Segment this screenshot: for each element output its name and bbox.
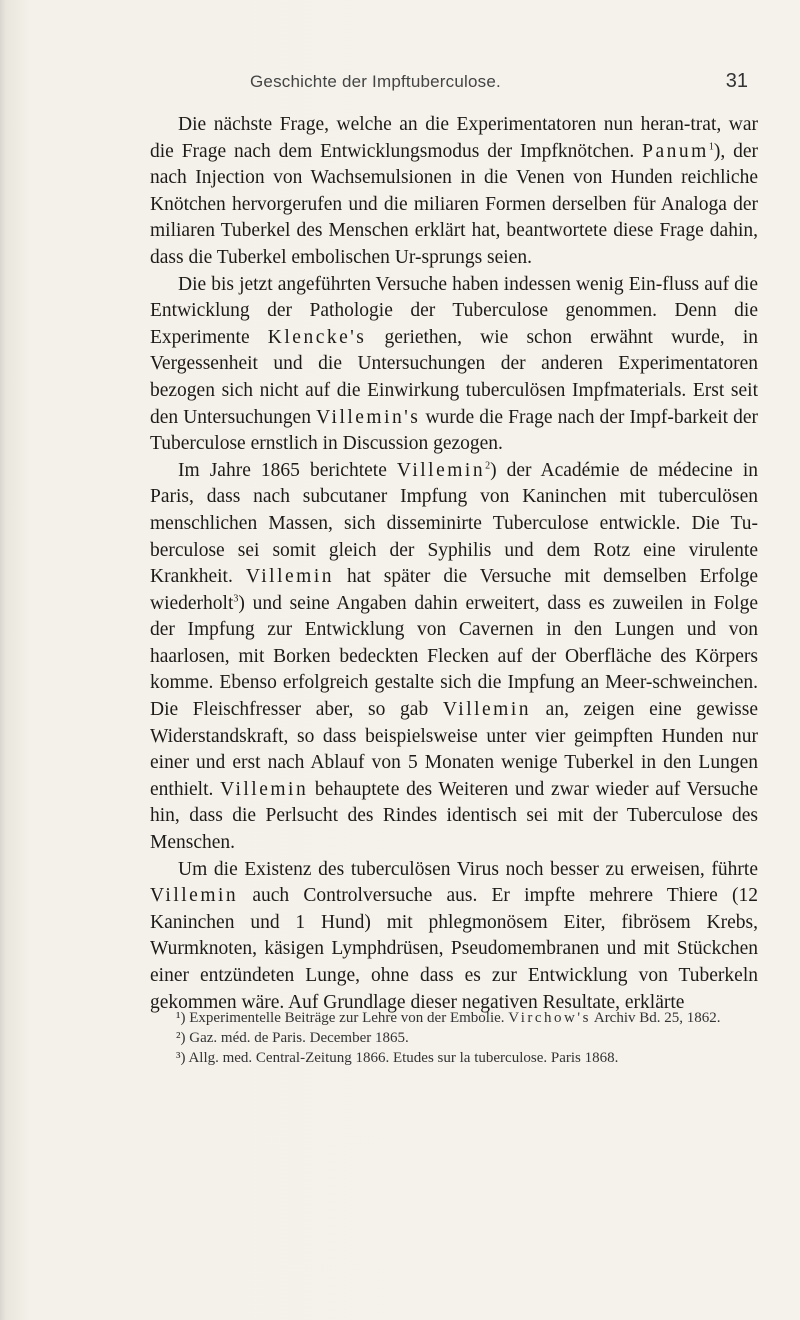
paragraph: Die nächste Frage, welche an die Experimentatoren nun heran-trat, war die Frage nach dem Entwicklungsmodus der Impfknötchen. Panum$^1$), der nach Injection von Wachsemulsionen in die Venen von Hunden reichliche Knötchen hervorgerufen und die miliaren Formen derselben für Analoga der miliaren Tuberkel des Menschen erklärt hat, beantwortete diese Frage dahin, dass die Tuberkel embolischen Ur-sprungs seien. (150, 114, 758, 268)
author-name: Villemin (245, 566, 334, 588)
footnote-ref: 3 (233, 593, 239, 605)
footnote: ³) Allg. med. Central-Zeitung 1866. Etudes sur la tuberculose. Paris 1868. (176, 1050, 619, 1066)
running-title: Geschichte der Impftuberculose. (250, 72, 501, 91)
footnote: ²) Gaz. méd. de Paris. December 1865. (176, 1030, 409, 1046)
footnotes (150, 1008, 758, 1068)
author-name: Villemin (150, 885, 239, 907)
footnote-ref: 1 (708, 141, 714, 153)
author-name: Villemin (442, 699, 532, 721)
author-name: Villemin (396, 459, 486, 481)
author-name: Villemin's (316, 406, 421, 428)
paragraph: Die bis jetzt angeführten Versuche haben indessen wenig Ein-fluss auf die Entwicklung der Pathologie der Tuberculose genommen. Denn die Experimente Klencke's geriethen, wie schon erwähnt wurde, in Vergessenheit und die Untersuchungen der anderen Experimentatoren bezogen sich nicht auf die Einwirkung tuberculösen Impfmaterials. Erst seit den Untersuchungen Villemin's wurde die Frage nach der Impf-barkeit der Tuberculose ernstlich in Discussion gezogen. (150, 273, 759, 455)
footnote: ¹) Experimentelle Beiträge zur Lehre von der Embolie. Virchow's Archiv Bd. 25, 1862. (176, 1010, 721, 1026)
main-text (150, 112, 758, 1016)
page-number: 31 (725, 70, 748, 92)
author-name: Klencke's (267, 326, 367, 348)
paragraph: Um die Existenz des tuberculösen Virus noch besser zu erweisen, führte Villemin auch Controlversuche aus. Er impfte mehrere Thiere (12 Kaninchen und 1 Hund) mit phlegmonösem Eiter, fibrösem Krebs, Wurmknoten, käsigen Lymphdrüsen, Pseudomembranen und mit Stückchen einer entzündeten Lunge, ohne dass es zur Entwicklung von Tuberkeln gekommen wäre. Auf Grundlage dieser negativen Resultate, erklärte (150, 858, 759, 1013)
footnote-ref: 2 (485, 460, 491, 472)
paragraph: Im Jahre 1865 berichtete Villemin$^2$) der Académie de médecine in Paris, dass nach subcutaner Impfung von Kaninchen mit tuberculösen menschlichen Massen, sich disseminirte Tuberculose entwickle. Die Tu-berculose sei somit gleich der Syphilis und dem Rotz eine virulente Krankheit. Villemin hat später die Versuche mit demselben Erfolge wiederholt$^3$) und seine Angaben dahin erweitert, dass es zuweilen in Folge der Impfung zur Entwicklung von Cavernen in den Lungen und von haarlosen, mit Borken bedeckten Flecken auf der Oberfläche des Körpers komme. Ebenso erfolgreich gestalte sich die Impfung an Meer-schweinchen. Die Fleischfresser aber, so gab Villemin an, zeigen eine gewisse Widerstandskraft, so dass beispielsweise unter vier geimpften Hunden nur einer und erst nach Ablauf von 5 Monaten wenige Tuberkel in den Lungen enthielt. Villemin behauptete des Weiteren und zwar wieder auf Versuche hin, dass die Perlsucht des Rindes identisch sei mit der Tuberculose des Menschen. (150, 459, 759, 854)
author-name: Panum (642, 140, 709, 162)
author-name: Virchow's (508, 1010, 591, 1026)
author-name: Villemin (220, 778, 309, 800)
page-header (150, 72, 750, 96)
